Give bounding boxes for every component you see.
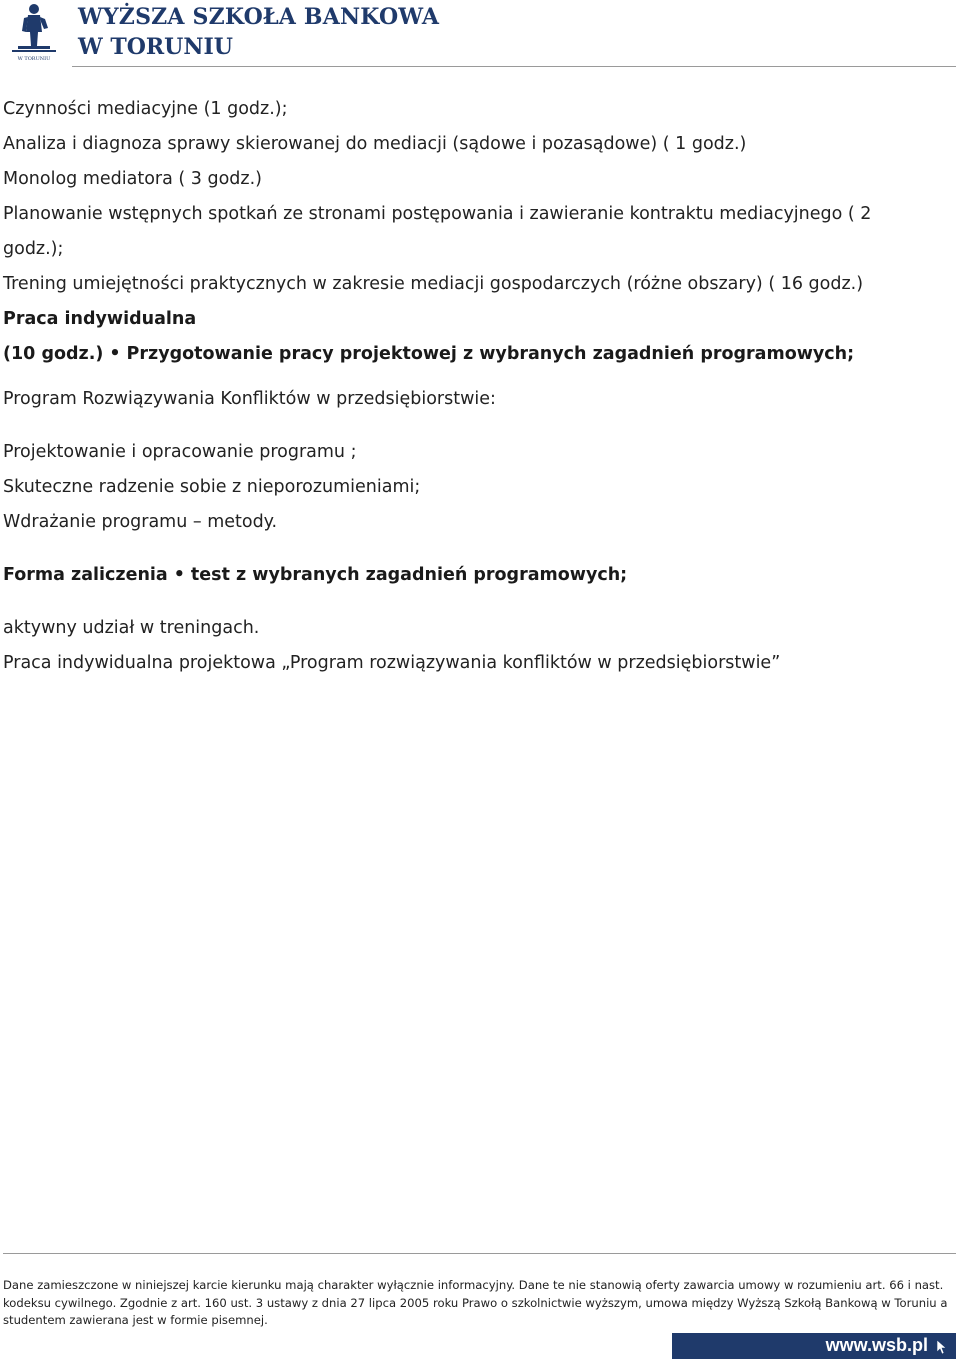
cursor-arrow-icon — [936, 1339, 948, 1355]
disclaimer-line: studentem zawierana jest w formie pisemnej. — [3, 1313, 268, 1327]
document-body — [3, 92, 953, 681]
disclaimer-line: kodeksu cywilnego. Zgodnie z art. 160 ust. 3 ustawy z dnia 27 lipca 2005 roku Prawo o szkolnictwie wyższym, umowa między Wyższą Szkołą Bankową w Toruniu a — [3, 1295, 948, 1310]
text-line-czynnosci: Czynności mediacyjne (1 godz.); — [3, 99, 288, 119]
text-line-analiza: Analiza i diagnoza sprawy skierowanej do mediacji (sądowe i pozasądowe) ( 1 godz.) — [3, 134, 747, 154]
forma-heading: Forma zaliczenia — [3, 565, 168, 585]
header-divider — [72, 66, 956, 67]
text-line-monolog: Monolog mediatora ( 3 godz.) — [3, 169, 262, 189]
program-item-projektowanie: Projektowanie i opracowanie programu ; — [3, 442, 357, 462]
program-item-skuteczne: Skuteczne radzenie sobie z nieporozumieniami; — [3, 477, 421, 497]
logo-title-line1: WYŻSZA SZKOŁA BANKOWA — [78, 4, 440, 30]
forma-test: test z wybranych zagadnień programowych; — [190, 565, 628, 585]
program-item-wdrazanie: Wdrażanie programu – metody. — [3, 512, 278, 532]
page-header — [0, 0, 960, 66]
section-heading-praca: Praca indywidualna — [3, 309, 197, 329]
text-line-planowanie: Planowanie wstępnych spotkań ze stronami postępowania i zawieranie kontraktu mediacyjnego ( 2 — [3, 204, 872, 224]
website-url[interactable]: www.wsb.pl — [825, 1335, 928, 1355]
footer-divider — [3, 1253, 956, 1254]
text-line-praca-projektowa: Praca indywidualna projektowa „Program rozwiązywania konfliktów w przedsiębiorstwie” — [3, 653, 781, 673]
website-link-bar[interactable] — [672, 1333, 956, 1359]
logo-title-line2: W TORUNIU — [78, 34, 233, 60]
disclaimer-line: Dane zamieszczone w niniejszej karcie kierunku mają charakter wyłącznie informacyjny. Dane te nie stanowią oferty zawarcia umowy w rozumieniu art. 66 i nast. — [3, 1278, 944, 1292]
text-line-planowanie-cont: godz.); — [3, 239, 64, 259]
logo-caption: W TORUNIU — [17, 56, 51, 62]
university-crest-icon — [4, 2, 64, 64]
program-title-line: Program Rozwiązywania Konfliktów w przedsiębiorstwie: — [3, 389, 496, 409]
footer-disclaimer — [3, 1277, 953, 1330]
praca-task: Przygotowanie pracy projektowej z wybranych zagadnień programowych; — [126, 344, 855, 364]
forma-zaliczenia-line — [3, 558, 953, 593]
praca-details-line — [3, 337, 953, 372]
praca-hours: (10 godz.) — [3, 344, 104, 364]
text-line-aktywny: aktywny udział w treningach. — [3, 618, 260, 638]
text-line-trening: Trening umiejętności praktycznych w zakresie mediacji gospodarczych (różne obszary) ( 16 godz.) — [3, 274, 864, 294]
bullet-icon: • — [173, 565, 185, 585]
bullet-icon: • — [109, 344, 121, 364]
